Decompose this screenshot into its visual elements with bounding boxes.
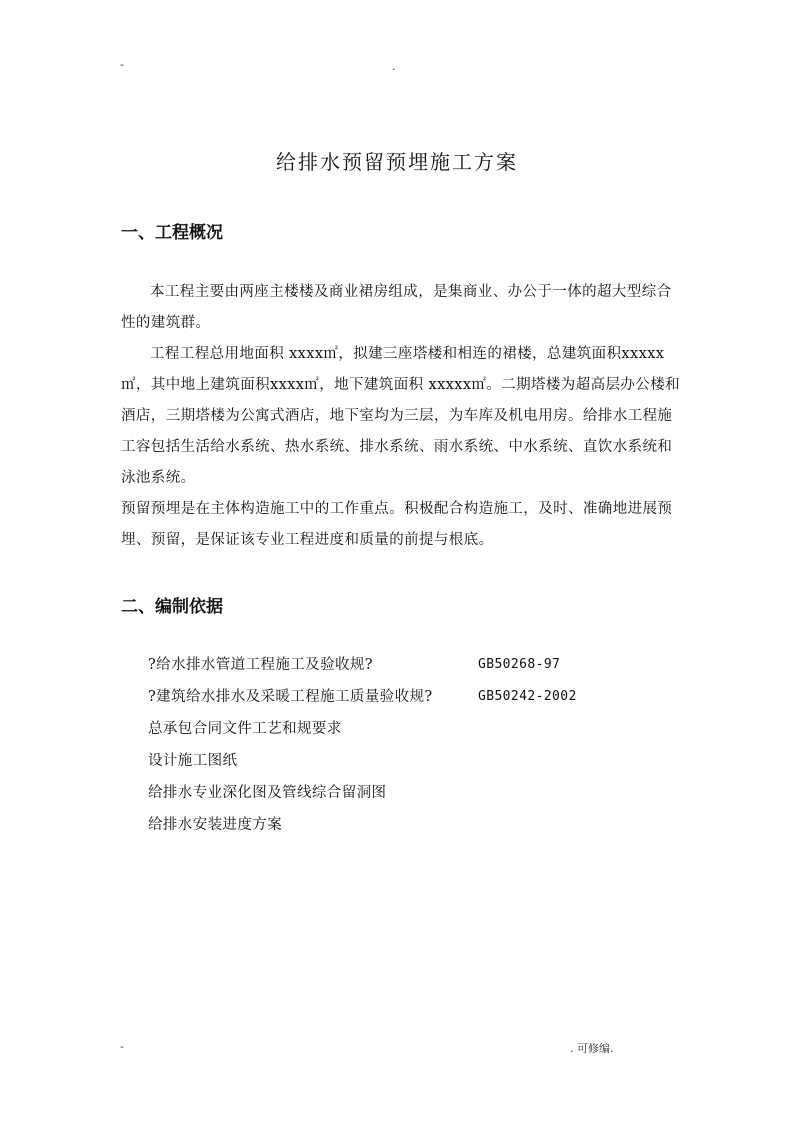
basis-item-text: 给排水专业深化图及管线综合留洞图 bbox=[148, 785, 387, 801]
basis-item-text: 设计施工图纸 bbox=[148, 753, 238, 769]
list-item bbox=[148, 750, 433, 782]
basis-item-code: GB50242-2002 bbox=[478, 689, 577, 704]
overview-paragraph-1: 本工程主要由两座主楼楼及商业裙房组成，是集商业、办公于一体的超大型综合性的建筑群。 bbox=[121, 284, 672, 331]
list-item bbox=[148, 686, 577, 718]
overview-paragraph-3: 预留预埋是在主体构造施工中的工作重点。积极配合构造施工，及时、准确地进展预埋、预留，是保证该专业工程进度和质量的前提与根底。 bbox=[121, 501, 673, 548]
list-item bbox=[148, 654, 561, 686]
footer-right-text: . 可修编. bbox=[570, 1042, 614, 1055]
section-heading-basis: 二、编制依据 bbox=[121, 597, 223, 617]
footer-left-mark: - bbox=[120, 1040, 124, 1053]
list-item bbox=[148, 718, 433, 750]
basis-item-text: 总承包合同文件工艺和规要求 bbox=[148, 721, 342, 737]
basis-list bbox=[148, 654, 577, 846]
header-right-mark: . bbox=[392, 60, 396, 73]
document-title: 给排水预留预埋施工方案 bbox=[276, 150, 518, 174]
list-item bbox=[148, 814, 433, 846]
basis-item-text: 给排水安装进度方案 bbox=[148, 817, 283, 833]
header-left-mark: - bbox=[120, 58, 124, 71]
basis-item-text: ?给水排水管道工程施工及验收规? bbox=[148, 657, 373, 673]
list-item bbox=[148, 782, 433, 814]
basis-item-text: ?建筑给水排水及采暖工程施工质量验收规? bbox=[148, 689, 433, 705]
section-heading-overview: 一、工程概况 bbox=[121, 223, 223, 243]
basis-item-code: GB50268-97 bbox=[478, 657, 561, 672]
overview-paragraph-2: 工程工程总用地面积 xxxx㎡，拟建三座塔楼和相连的裙楼，总建筑面积xxxxx㎡，其中地上建筑面积xxxx㎡，地下建筑面积 xxxxx㎡。二期塔楼为超高层办公楼和酒店，三期塔楼为公寓式酒店，地下室均为三层，为车库及机电用房。给排水工程施工容包括生活给水系统、热水系统、排水系统、雨水系统、中水系统、直饮水系统和泳池系统。 bbox=[121, 346, 681, 486]
